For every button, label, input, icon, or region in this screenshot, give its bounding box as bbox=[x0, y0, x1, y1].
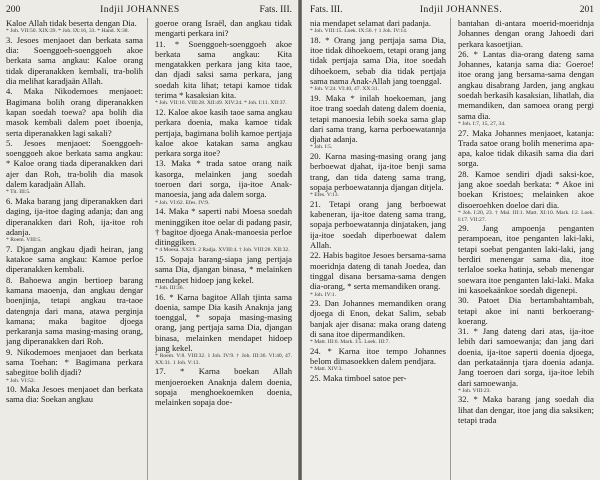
text-column bbox=[6, 18, 148, 480]
verse-paragraph: 32. * Maka barang jang soedah dia lihat dan dengar, itoe jang dia saksiken; tetapi trada bbox=[458, 394, 594, 426]
cross-reference: * Roem. VIII:5. bbox=[6, 237, 42, 244]
cross-reference: * Efes. V:13. bbox=[310, 192, 340, 199]
verse-paragraph: 18. * Orang jang pertjaja sama Dia, itoe tidak dihoekoem, tetapi orang jang tidak pertjaja sama Dia, itoe soedah dihoekoem, sebab dia tidak pertjaja sama nama Anak-Allah jang toenggal. bbox=[310, 34, 446, 87]
cross-reference: * Joh. III:36. bbox=[155, 284, 184, 291]
cross-reference: * Joh. I:20, 23. † Mal. III:1. Matt. XI:10. Mark. I:2. Loek. I:17. VII:27. bbox=[458, 209, 594, 223]
verse-paragraph: 8. Bahoewa angin bertioep barang kamana maoenja, dan angkau dengar boenjinja, tetapi angkau tra-taoe datengnja dari mana, atawa perginja kamana; maka bagitoe djoega perkaranja sama masing-masing orang, jang diperanakken dari Roh. bbox=[6, 274, 143, 347]
cross-reference: * Joh. VI:62. Efes. IV:9. bbox=[155, 199, 210, 206]
cross-reference: * Joh. I:5. bbox=[310, 144, 333, 151]
verse-paragraph: 23. Dan Johannes memandiken orang djoega di Enon, dekat Salim, sebab banjak ajer disana: maka orang dateng di sana itoe dipermandiken. bbox=[310, 298, 446, 339]
verse-paragraph: 25. Maka timboel satoe per- bbox=[310, 373, 407, 384]
running-title: Indjil JOHANNES. bbox=[419, 5, 503, 15]
verse-paragraph: 12. Kaloe akoe kasih taoe sama angkau perkara doenia, maka kamoe tidak pertjaja, bagimana bolih kamoe pertjaja kaloe akoe katakan sama angkau perkara sorga itoe? bbox=[155, 106, 292, 159]
verse-paragraph: 19. Maka * inilah hoekoeman, jang itoe trang soedah dateng dalem doenia, tetapi manoesia lebih soeka sama glap dari sama trang, karna perboewatannja djahat adanja. bbox=[310, 92, 446, 145]
chapter-reference: Fats. III. bbox=[310, 5, 343, 15]
verse-paragraph: 11. * Soenggoeh-soenggoeh akoe berkata sama angkau: Kita mengatakken perkara jang kita taoe, dan djadi saksi sama perkara, jang soedah kita lihat; tetapi kamoe tidak terima * kasaksian kita. bbox=[155, 38, 292, 101]
verse-paragraph: 7. Djangan angkau djadi heiran, jang katakoe sama angkau: Kamoe perloe diperanakken kembali. bbox=[6, 243, 143, 275]
verse-paragraph: 15. Sopaja barang-siapa jang pertjaja sama Dia, djangan binasa, * melainken mendapet hidoep jang kekel. bbox=[155, 254, 292, 285]
verse-paragraph: 26. * Lantas dia-orang dateng sama Johannes, katanja sama dia: Goeroe! itoe orang jang bersama-sama dengan angkau disabrang Jarden, jang angkau soedah berkasih kasaksian, lihatlah, dia memandiken, dan samoea orang pergi sama dia. bbox=[458, 48, 594, 121]
text-column bbox=[155, 18, 292, 480]
running-title: Indjil JOHANNES bbox=[100, 5, 180, 15]
verse-paragraph: Kaloe Allah tidak beserta dengan Dia. bbox=[6, 18, 137, 28]
verse-paragraph: 9. Nikodemoes menjaoet dan berkata sama Toehan: * Bagimana perkara sabegitoe bolih djadi? bbox=[6, 346, 143, 378]
cross-reference: * Joh. VIII:23. bbox=[458, 387, 491, 394]
left-page-header bbox=[6, 3, 292, 17]
verse-paragraph: 17. * Karna boekan Allah menjoeroeken Anaknja dalem doenia, sopaja menghoekoemken doenia, melainken sopaja doe- bbox=[155, 366, 292, 408]
verse-paragraph: 20. Karna masing-masing orang jang berboewat djahat, ija-itoe benji sama trang, dan tida dateng sama trang, sopaja perboewatannja djangan ditjela. bbox=[310, 151, 446, 192]
cross-reference: * Joh. VII:50. XIX:39. * Joh. IX:16, 33. * Hand. X:38. bbox=[6, 28, 129, 35]
cross-reference: * Joh. VI:52. bbox=[6, 377, 36, 384]
verse-paragraph: 24. * Karna itoe tempo Johannes belom dimasoekken dalem pendjara. bbox=[310, 345, 446, 367]
verse-paragraph: 14. Maka * saperti nabi Moesa soedah meninggiken itoe oelar di padang pasir, † bagitoe djoega Anak-manoesia perloe ditinggiken. bbox=[155, 206, 292, 248]
right-page-header bbox=[310, 3, 594, 17]
verse-paragraph: 21. Tetapi orang jang berboewat kabeneran, ija-itoe dateng sama trang, sopaja perboewatannja dinjataken, jang ija-itoe soedah diperboewat dalem Allah. bbox=[310, 198, 446, 251]
verse-paragraph: 4. Maka Nikodemoes menjaoet: Bagimana bolih orang diperanakken kapan soedah toewa? apa bolih dia masok kembali dalem poet iboenja, serta diperanakken lagi sakali? bbox=[6, 86, 143, 138]
verse-paragraph: 29. Jang ampoenja penganten perampoean, itoe penganten laki-laki, tetapi soebat penganten laki-laki, jang berdiri menengar sama dia, itoe terlaloe soeka hatinja, sebab menengar soewara itoe penganten laki-laki. Maka ini kasoekaänkoe soedah digenepi. bbox=[458, 223, 594, 295]
text-column bbox=[458, 18, 594, 480]
verse-paragraph: bantahan di-antara moerid-moeridnja Johannes dengan orang Jahoedi dari perkara kasoetjian. bbox=[458, 18, 594, 49]
cross-reference: * Tit. III:5. bbox=[6, 189, 31, 196]
cross-reference: * Joh. V:24. VI:40, 47. XX:31. bbox=[310, 86, 379, 93]
right-page bbox=[302, 0, 600, 480]
cross-reference: * Joh. VIII:15. Loek. IX:56. † 1 Joh. IV:14. bbox=[310, 28, 408, 35]
verse-paragraph: goeroe orang Israël, dan angkau tidak mengarti perkara ini? bbox=[155, 18, 292, 39]
cross-reference: * Joh. VII:16. VIII:28. XII:49. XIV:24. * Joh. I:11. XII:37. bbox=[155, 100, 287, 107]
verse-paragraph: 30. Patoet Dia bertambahtambah, tetapi akoe ini nanti berkoerang-koerang. bbox=[458, 295, 594, 326]
page-number: 201 bbox=[579, 5, 594, 15]
cross-reference: * Matt. III:6. Mark. I:5. Loek. III:7. bbox=[310, 339, 390, 346]
verse-paragraph: 28. Kamoe sendiri djadi saksi-koe, jang akoe soedah berkata: * Akoe ini boekan Kristoes; melainken akoe disoeroehken doeloe dari dia. bbox=[458, 168, 594, 210]
verse-paragraph: 13. Maka * trada satoe orang naik kasorga, melainken jang soedah toeroen dari sorga, ija-itoe Anak-manoesia, jang ada dalem sorga. bbox=[155, 158, 292, 200]
verse-paragraph: 27. Maka Johannes menjaoet, katanja: Trada satoe orang bolih menerima apa-apa, kaloe tidak dikasih sama dia dari sorga. bbox=[458, 127, 594, 169]
page-number: 200 bbox=[6, 5, 21, 15]
cross-reference: * Roem. V:8. VIII:32. 1 Joh. IV:9. † Joh. III:36. VI:40, 47. XX:31. 1 Joh. V:13. bbox=[155, 353, 292, 366]
verse-paragraph: 22. Habis bagitoe Jesoes bersama-sama moeridnja dateng di tanah Joedea, dan tinggal disana bersama-sama dengen dia-orang, * serta memandiken orang. bbox=[310, 250, 446, 292]
verse-paragraph: 31. * Jang dateng dari atas, ija-itoe lebih dari samoewanja; dan jang dari doenia, ija-itoe saperti doenia djoega, dan perkataännja tjara doenia adanja. Jang toeroen dari sorga, ija-itoe lebih dari samoewanja. bbox=[458, 326, 594, 388]
cross-reference: * Joh. IV:1. bbox=[310, 291, 336, 298]
cross-reference: * Joh. I:7, 15, 27, 34. bbox=[458, 120, 506, 127]
left-page bbox=[0, 0, 298, 480]
verse-paragraph: 5. Jesoes menjaoet: Soenggoeh-soenggoeh akoe berkata sama angkau: * Kaloe orang tiada diperanakken dari ajer dan Roh, tra-bolih dia masok dalem karadjaän Allah. bbox=[6, 137, 143, 190]
verse-paragraph: 10. Maka Jesoes menjaoet dan berkata sama dia: Soekan angkau bbox=[6, 384, 143, 405]
verse-paragraph: 6. Maka barang jang diperanakken dari daging, ija-itoe daging adanja; dan ang diperanakken dari Roh, ija-itoe roh adanja. bbox=[6, 195, 143, 237]
cross-reference: * 4 Moesa. XXI:9. 2 Radja. XVIII:4. † Joh. VIII:28. XII:32. bbox=[155, 247, 290, 254]
verse-paragraph: 3. Jesoes menjaoet dan berkata sama dia: Soenggoeh-soenggoeh akoe berkata sama angkau: Kaloe orang tidak diperanakken kembali, tra-bolih dia melihat karadjaän Allah. bbox=[6, 34, 143, 87]
verse-paragraph: nia mendapet selamat dari padanja. bbox=[310, 18, 431, 28]
verse-paragraph: 16. * Karna bagitoe Allah tjinta sama doenia, sampe Dia kasih Anaknja jang toenggal, * sopaja masing-masing orang, jang pertjaja sama Dia, djangan binasa, melainken mendapet hidoep jang kekel. bbox=[155, 291, 292, 353]
text-column bbox=[310, 18, 451, 480]
chapter-reference: Fats. III. bbox=[259, 5, 292, 15]
cross-reference: * Matt. XIV:3. bbox=[310, 366, 343, 373]
